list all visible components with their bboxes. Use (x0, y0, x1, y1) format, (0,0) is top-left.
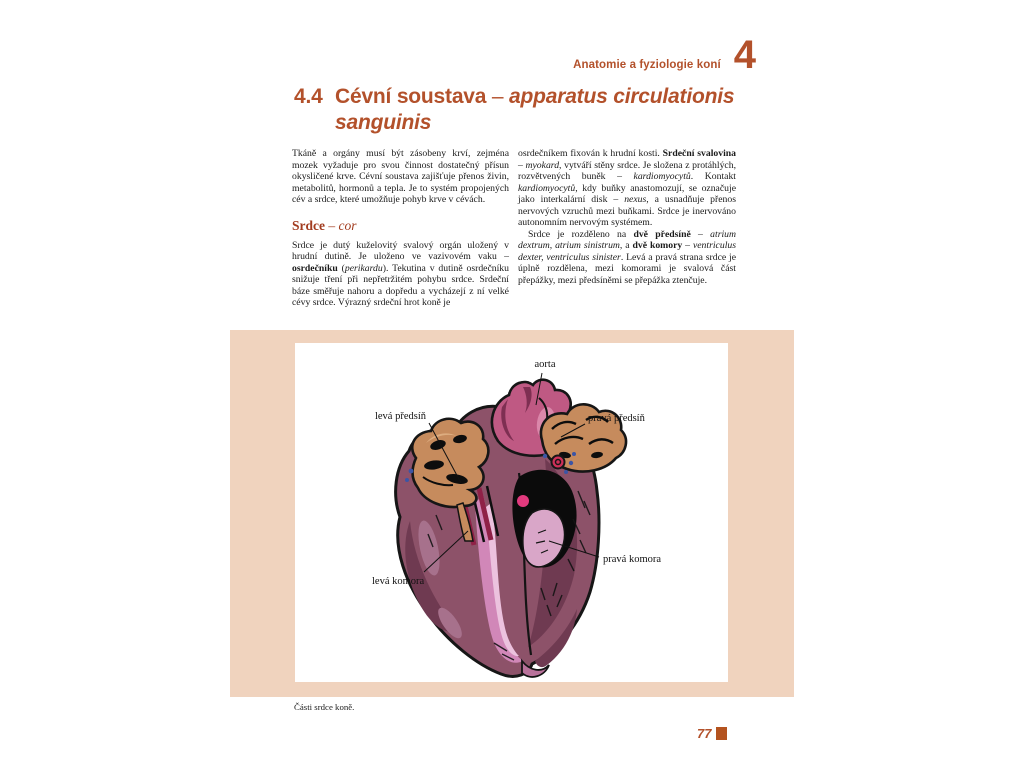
prava-komora-label: pravá komora (603, 554, 662, 565)
section-title-dash: – (486, 85, 510, 108)
running-title: Anatomie a fyziologie koní (573, 59, 721, 71)
heading-dash: – (325, 217, 339, 233)
coronary-vessel-ring (552, 456, 565, 469)
section-title-main: Cévní soustava (335, 85, 487, 108)
aorta-label: aorta (534, 359, 556, 370)
leva-predsin-label: levá předsíň (374, 411, 426, 422)
paragraph: osrdečníkem fixován k hrudní kosti. Srdeční svalovina – myokard, vytváří stěny srdce. Je složena z protáhlých, rozvětvených buněk – kardiomyocytů. Kontakt kardiomyocytů, kdy buňky anastomozují, se označuje jako interkalární disk – nexus, a usnadňuje přenos nervových vzruchů mezi buňkami. Srdce je inervováno autonomním nervovým systémem. (518, 148, 737, 229)
figure-caption: Části srdce koně. (294, 702, 355, 712)
footer-square-marker (716, 727, 727, 740)
heading-term: Srdce (292, 217, 325, 233)
valve-detail (517, 495, 529, 507)
chapter-number: 4 (733, 33, 756, 77)
paragraph: Srdce je rozděleno na dvě předsíně – atrium dextrum, atrium sinistrum, a dvě komory – ventriculus dexter, ventriculus sinister. Levá a pravá strana srdce je úplně rozdělena, mezi komorami je svalová část přepážky, mezi předsíněmi se přepážka ztenčuje. (518, 228, 736, 287)
section-title (294, 84, 734, 136)
leva-komora-label: levá komora (372, 576, 425, 587)
section-title-text (335, 84, 734, 136)
subsection-heading-srdce (292, 219, 509, 233)
running-head (0, 33, 756, 77)
paragraph: Tkáně a orgány musí být zásobeny krví, zejména mozek vyžaduje pro svou činnost dostatečný přísun okysličené krve. Cévní soustava zajišťuje přenos živin, metabolitů, hormonů a tepla. Je to systém propojených cév a srdce, které umožňuje pohyb krve v cévách. (292, 148, 509, 206)
section-number: 4.4 (294, 85, 323, 108)
figure-frame (230, 330, 794, 697)
text-column-left (292, 148, 509, 309)
page-footer (697, 726, 727, 741)
page-number: 77 (697, 726, 712, 741)
section-title-latin-1: apparatus circulationis (509, 85, 735, 108)
text-column-right (518, 148, 736, 287)
section-title-latin-2: sanguinis (335, 111, 432, 134)
paragraph: Srdce je dutý kuželovitý svalový orgán uložený v hrudní dutině. Je uloženo ve vazivovém vaku – osrdečníku (perikardu). Tekutina v dutině osrdečníku snižuje tření při nepřetržitém pohybu srdce. Srdeční báze směřuje nahoru a dopředu a vycházejí z ní velké cévy srdce. Výrazný srdeční hrot koně je (292, 239, 509, 309)
figure-canvas (295, 343, 728, 682)
heart-figure (295, 343, 728, 682)
prava-predsin-label: pravá předsíň (588, 413, 645, 424)
heading-latin: cor (338, 217, 357, 233)
